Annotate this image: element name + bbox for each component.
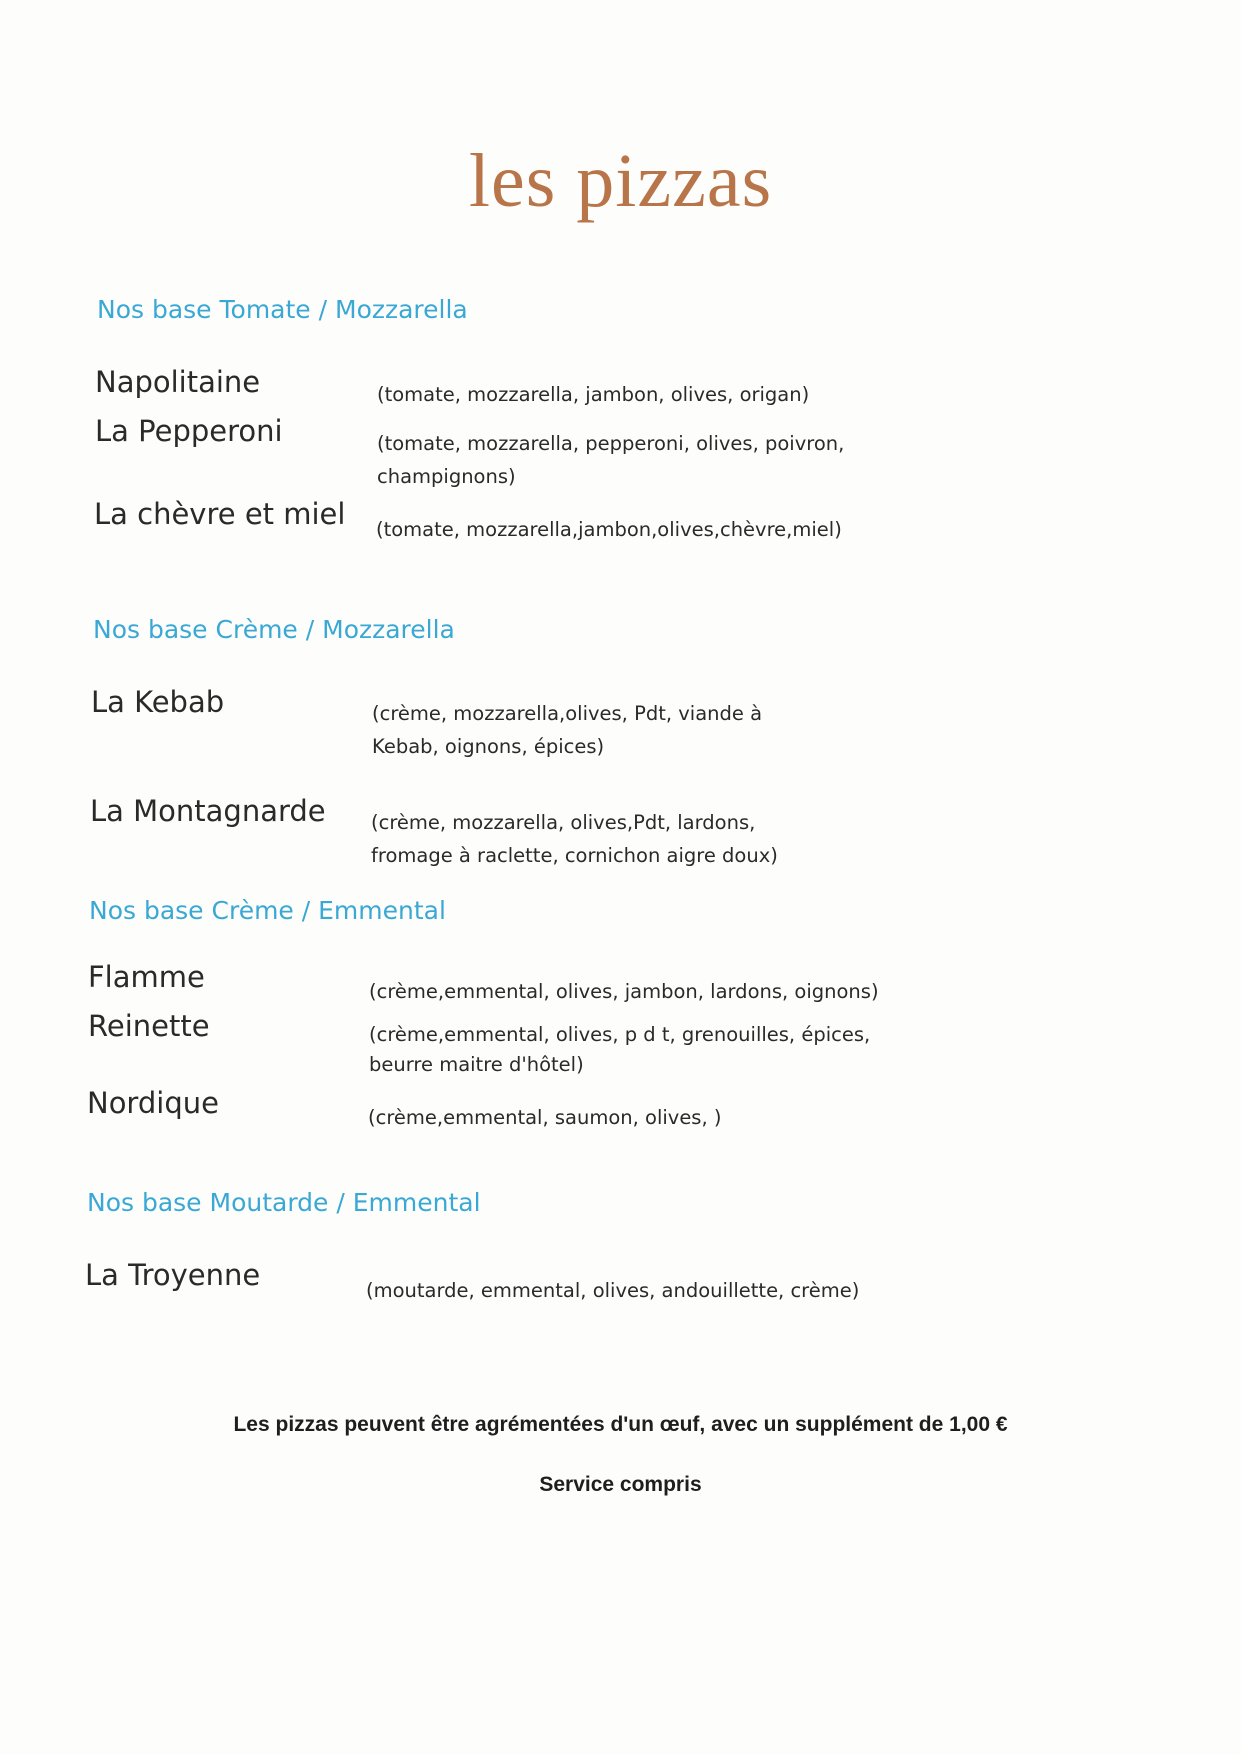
pizza-name-reinette: Reinette <box>88 1009 210 1043</box>
egg-supplement-note: Les pizzas peuvent être agrémentées d'un œuf, avec un supplément de 1,00 € <box>233 1413 1008 1436</box>
section-heading-tomate-mozzarella: Nos base Tomate / Mozzarella <box>97 295 468 324</box>
pizza-desc-chevre-miel: (tomate, mozzarella,jambon,olives,chèvre,miel) <box>376 518 842 541</box>
section-heading-creme-mozzarella: Nos base Crème / Mozzarella <box>93 615 455 644</box>
pizza-name-montagnarde: La Montagnarde <box>90 794 326 828</box>
pizza-desc-pepperoni: (tomate, mozzarella, pepperoni, olives, poivron, champignons) <box>377 432 845 488</box>
page-title: les pizzas <box>468 139 773 223</box>
section-heading-moutarde-emmental: Nos base Moutarde / Emmental <box>87 1188 481 1217</box>
pizza-desc-montagnarde: (crème, mozzarella, olives,Pdt, lardons, fromage à raclette, cornichon aigre doux) <box>371 811 778 867</box>
pizza-name-flamme: Flamme <box>88 960 205 994</box>
pizza-desc-napolitaine: (tomate, mozzarella, jambon, olives, origan) <box>377 383 810 406</box>
service-note: Service compris <box>539 1473 702 1496</box>
pizza-name-chevre-miel: La chèvre et miel <box>94 497 346 531</box>
pizza-name-nordique: Nordique <box>87 1086 219 1120</box>
section-heading-creme-emmental: Nos base Crème / Emmental <box>89 896 446 925</box>
pizza-name-napolitaine: Napolitaine <box>95 365 261 399</box>
pizza-name-kebab: La Kebab <box>91 685 225 719</box>
pizza-desc-reinette: (crème,emmental, olives, p d t, grenouilles, épices, beurre maitre d'hôtel) <box>369 1023 871 1076</box>
pizza-name-pepperoni: La Pepperoni <box>95 414 283 448</box>
pizza-desc-troyenne: (moutarde, emmental, olives, andouillette, crème) <box>366 1279 860 1302</box>
pizza-desc-nordique: (crème,emmental, saumon, olives, ) <box>368 1106 722 1129</box>
pizza-desc-kebab: (crème, mozzarella,olives, Pdt, viande à Kebab, oignons, épices) <box>372 702 763 758</box>
pizza-name-troyenne: La Troyenne <box>85 1258 261 1292</box>
pizza-desc-flamme: (crème,emmental, olives, jambon, lardons, oignons) <box>369 980 879 1003</box>
